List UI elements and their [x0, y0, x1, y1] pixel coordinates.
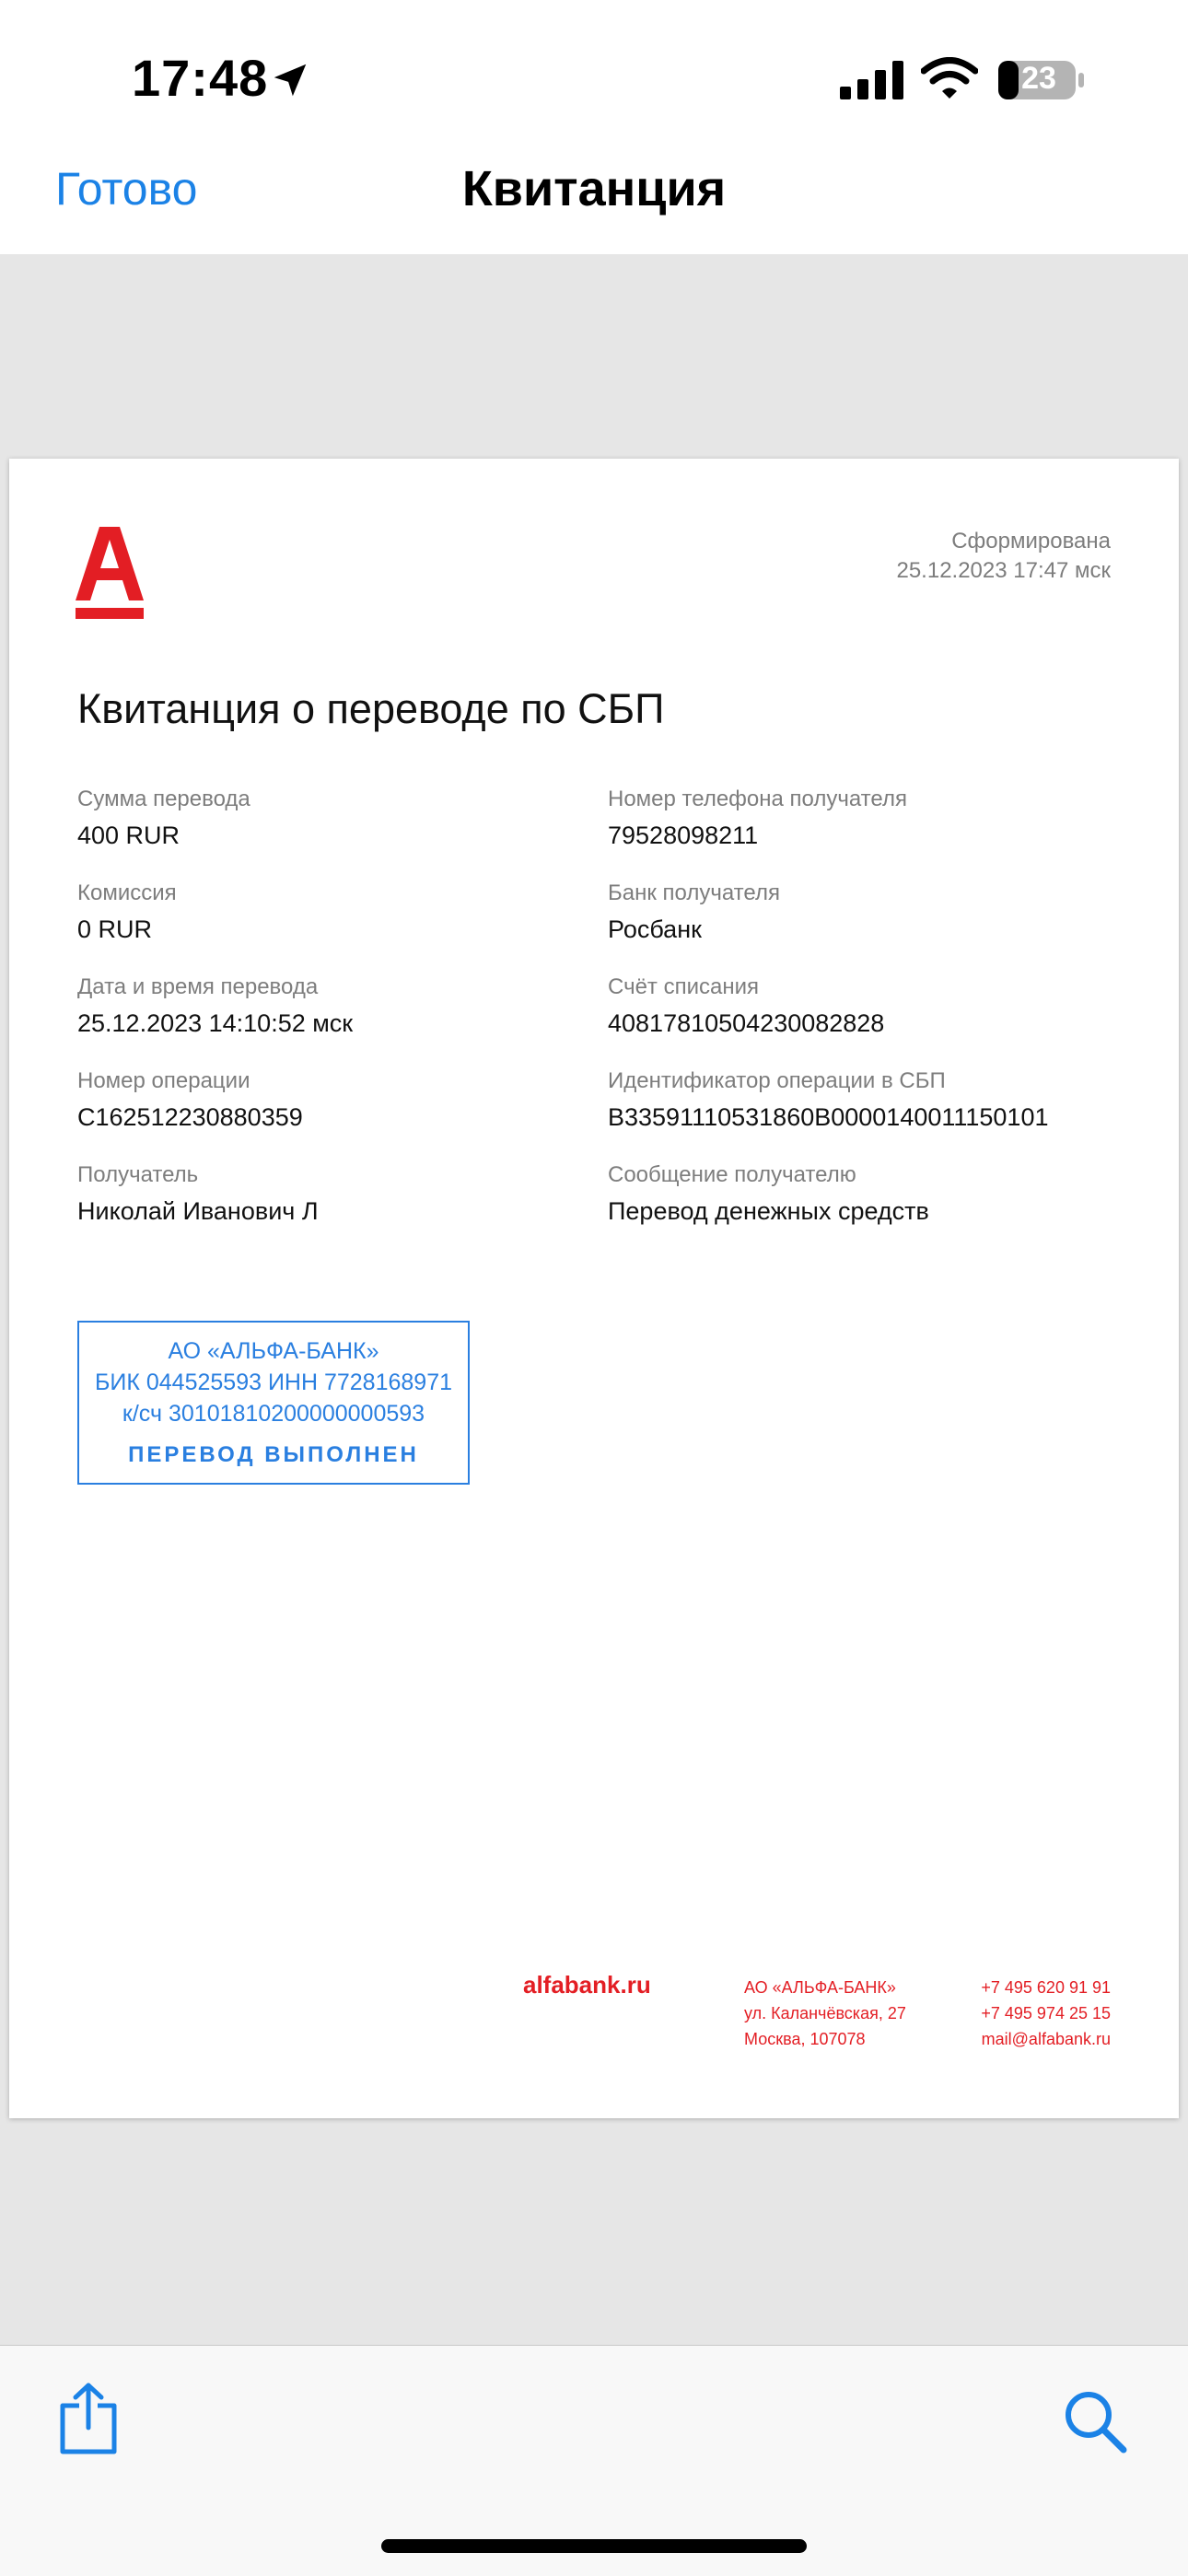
footer-address	[744, 1975, 906, 2052]
field-recipient	[77, 1162, 319, 1226]
status-time: 17:48	[132, 49, 269, 107]
footer-phone1: +7 495 620 91 91	[981, 1978, 1111, 1997]
page-title: Квитанция	[461, 161, 727, 216]
wifi-icon	[921, 57, 978, 99]
home-indicator	[381, 2539, 807, 2553]
generated-label: Сформирована	[951, 529, 1111, 554]
stamp-corr-account: к/сч 30101810200000000593	[122, 1401, 425, 1427]
field-value: 25.12.2023 14:10:52 мск	[77, 1009, 354, 1037]
bank-stamp	[77, 1321, 470, 1485]
done-button[interactable]: Готово	[55, 163, 198, 215]
field-recipient-bank	[608, 880, 780, 944]
alfa-bank-logo	[76, 527, 144, 619]
field-datetime	[77, 974, 353, 1038]
generated-datetime: 25.12.2023 17:47 мск	[896, 558, 1111, 583]
field-sbp-operation-id	[608, 1068, 1049, 1132]
footer-address-line2: Москва, 107078	[744, 2030, 866, 2048]
field-value: C162512230880359	[77, 1103, 303, 1131]
field-label: Банк получателя	[608, 880, 780, 905]
field-recipient-phone	[608, 787, 907, 850]
field-value: Росбанк	[608, 915, 702, 943]
stamp-bank-name: АО «АЛЬФА-БАНК»	[168, 1338, 379, 1364]
field-label: Сумма перевода	[77, 787, 250, 811]
field-value: 0 RUR	[77, 915, 153, 943]
field-label: Идентификатор операции в СБП	[608, 1068, 946, 1093]
field-amount	[77, 787, 250, 850]
field-label: Сообщение получателю	[608, 1162, 856, 1187]
field-value: 79528098211	[608, 822, 759, 849]
share-icon[interactable]	[55, 2382, 122, 2455]
generated-info	[896, 527, 1111, 586]
field-label: Дата и время перевода	[77, 974, 319, 999]
footer-contacts	[981, 1975, 1111, 2052]
field-label: Номер операции	[77, 1068, 250, 1093]
stamp-bik-inn: БИК 044525593 ИНН 7728168971	[94, 1370, 453, 1395]
battery-level: 23	[1021, 61, 1056, 96]
footer-site: alfabank.ru	[523, 1971, 651, 1999]
stamp-status: ПЕРЕВОД ВЫПОЛНЕН	[128, 1442, 419, 1467]
field-value: B33591110531860B0000140011150101	[608, 1103, 1049, 1131]
footer-phone2: +7 495 974 25 15	[981, 2004, 1111, 2022]
receipt-title: Квитанция о переводе по СБП	[77, 685, 665, 732]
field-label: Счёт списания	[608, 974, 759, 999]
field-recipient-message	[608, 1162, 929, 1226]
search-icon[interactable]	[1063, 2389, 1127, 2454]
field-value: 40817810504230082828	[608, 1009, 885, 1037]
field-operation-number	[77, 1068, 303, 1132]
field-label: Комиссия	[77, 880, 177, 905]
footer-email: mail@alfabank.ru	[981, 2030, 1111, 2048]
field-value: Николай Иванович Л	[77, 1197, 319, 1225]
field-value: Перевод денежных средств	[608, 1197, 929, 1225]
location-arrow-icon	[269, 59, 311, 101]
field-commission	[77, 880, 177, 944]
field-label: Номер телефона получателя	[608, 787, 907, 811]
field-label: Получатель	[77, 1162, 199, 1187]
signal-icon	[840, 61, 906, 99]
field-debit-account	[608, 974, 884, 1038]
footer-address-line1: ул. Каланчёвская, 27	[744, 2004, 906, 2022]
field-value: 400 RUR	[77, 822, 181, 849]
receipt-document	[9, 459, 1179, 2118]
footer-company: АО «АЛЬФА-БАНК»	[744, 1978, 896, 1997]
